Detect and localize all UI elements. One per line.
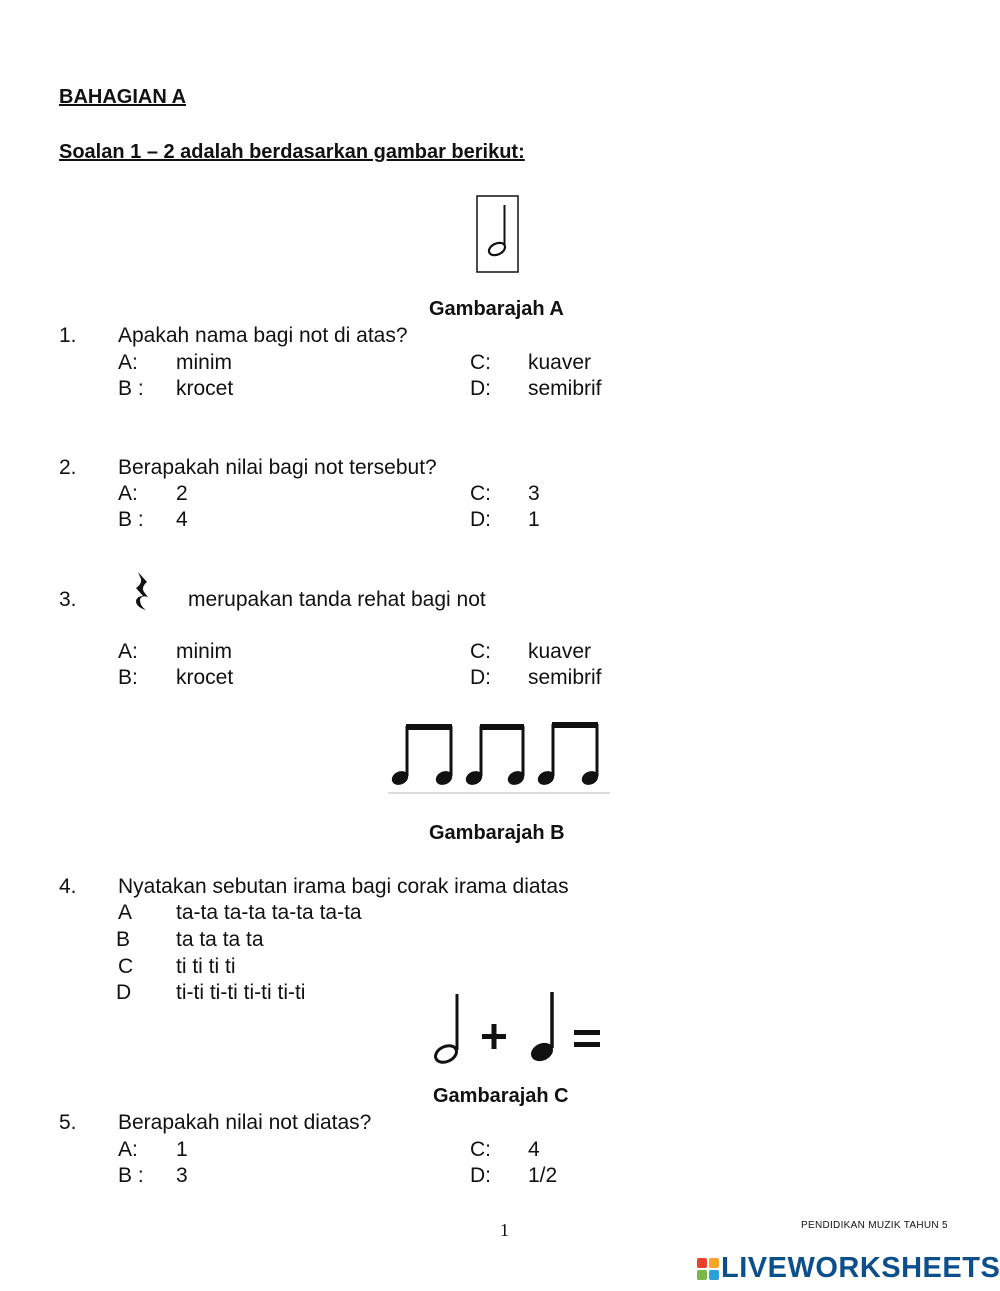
q5-text: Berapakah nilai not diatas? <box>118 1111 372 1134</box>
crotchet-icon <box>528 992 556 1065</box>
q3-option-b[interactable]: krocet <box>176 666 234 689</box>
quaver-pairs-figure <box>388 720 610 796</box>
minim-icon <box>433 994 459 1065</box>
q2-text: Berapakah nilai bagi not tersebut? <box>118 456 437 479</box>
q5-option-a-label: A: <box>118 1138 138 1161</box>
q4-option-d[interactable]: ti-ti ti-ti ti-ti ti-ti <box>176 981 306 1004</box>
q1-option-d-label: D: <box>470 377 491 400</box>
page-number: 1 <box>500 1220 509 1240</box>
q4-option-a[interactable]: ta-ta ta-ta ta-ta ta-ta <box>176 901 362 924</box>
liveworksheets-logo-icon <box>697 1258 719 1280</box>
q2-number: 2. <box>59 456 77 479</box>
q1-option-b-label: B : <box>118 377 144 400</box>
instruction-text: Soalan 1 – 2 adalah berdasarkan gambar berikut: <box>59 141 525 163</box>
note-sum-figure <box>430 990 620 1068</box>
equals-icon <box>574 1030 600 1047</box>
q4-option-d-label: D <box>116 981 132 1004</box>
q2-option-c-label: C: <box>470 482 491 505</box>
q5-option-d[interactable]: 1/2 <box>528 1164 558 1187</box>
brand-logo-text[interactable]: LIVEWORKSHEETS <box>721 1252 1000 1284</box>
q2-option-a-label: A: <box>118 482 138 505</box>
q4-text: Nyatakan sebutan irama bagi corak irama diatas <box>118 875 569 898</box>
q5-option-a[interactable]: 1 <box>176 1138 188 1161</box>
q1-option-b[interactable]: krocet <box>176 377 234 400</box>
q5-number: 5. <box>59 1111 77 1134</box>
q2-option-b[interactable]: 4 <box>176 508 188 531</box>
q2-option-b-label: B : <box>118 508 144 531</box>
q5-option-c[interactable]: 4 <box>528 1138 540 1161</box>
quaver-pair-3-icon <box>536 722 601 787</box>
crotchet-rest-icon <box>132 570 154 614</box>
q5-option-b-label: B : <box>118 1164 144 1187</box>
q2-option-c[interactable]: 3 <box>528 482 540 505</box>
q3-option-a[interactable]: minim <box>176 640 232 663</box>
q1-option-c[interactable]: kuaver <box>528 351 592 374</box>
q4-option-c[interactable]: ti ti ti ti <box>176 955 236 978</box>
q1-text: Apakah nama bagi not di atas? <box>118 324 408 347</box>
footer-subject: PENDIDIKAN MUZIK TAHUN 5 <box>801 1220 948 1231</box>
q3-option-d[interactable]: semibrif <box>528 666 602 689</box>
q5-option-d-label: D: <box>470 1164 491 1187</box>
q5-option-c-label: C: <box>470 1138 491 1161</box>
q3-number: 3. <box>59 588 77 611</box>
figure-c-caption: Gambarajah C <box>433 1085 569 1107</box>
quaver-pair-2-icon <box>464 724 527 787</box>
q3-text: merupakan tanda rehat bagi not <box>188 588 486 611</box>
q2-option-a[interactable]: 2 <box>176 482 188 505</box>
figure-a-caption: Gambarajah A <box>429 298 564 320</box>
q1-option-c-label: C: <box>470 351 491 374</box>
quaver-pair-1-icon <box>390 724 455 787</box>
q3-option-c-label: C: <box>470 640 491 663</box>
q3-option-b-label: B: <box>118 666 138 689</box>
section-title: BAHAGIAN A <box>59 86 187 108</box>
q1-option-d[interactable]: semibrif <box>528 377 602 400</box>
q1-number: 1. <box>59 324 77 347</box>
q2-option-d[interactable]: 1 <box>528 508 540 531</box>
q3-option-a-label: A: <box>118 640 138 663</box>
q5-option-b[interactable]: 3 <box>176 1164 188 1187</box>
minim-note-figure <box>476 195 520 275</box>
q1-option-a-label: A: <box>118 351 138 374</box>
figure-b-caption: Gambarajah B <box>429 822 565 844</box>
q3-option-c[interactable]: kuaver <box>528 640 592 663</box>
q1-option-a[interactable]: minim <box>176 351 232 374</box>
q4-option-a-label: A <box>118 901 133 924</box>
q4-option-b-label: B <box>116 928 131 951</box>
plus-icon <box>482 1024 506 1049</box>
q2-option-d-label: D: <box>470 508 491 531</box>
q4-option-c-label: C <box>118 955 134 978</box>
q3-option-d-label: D: <box>470 666 491 689</box>
q4-number: 4. <box>59 875 77 898</box>
q4-option-b[interactable]: ta ta ta ta <box>176 928 264 951</box>
